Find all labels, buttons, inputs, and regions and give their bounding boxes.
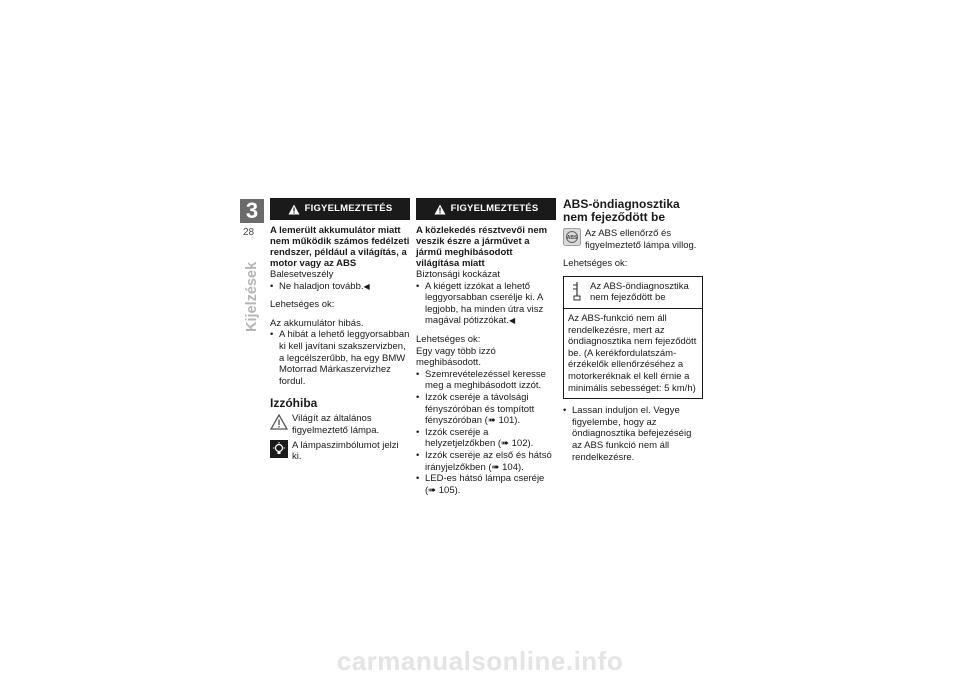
warning-title: A lemerült akkumulátor miatt nem működik számos fedélzeti rendszer, például a világítás, a motor vagy az ABS: [270, 225, 410, 269]
risk-text: Balesetveszély: [270, 269, 334, 280]
icon-row: [563, 228, 703, 251]
icon-text: Az ABS ellenőrző és figyelmeztető lámpa villog.: [585, 228, 697, 251]
list-item: • Szemrevételezéssel keresse meg a meghibásodott izzót.: [416, 369, 556, 392]
cause-text: Az akkumulátor hibás.: [270, 317, 364, 329]
column-2: [416, 198, 556, 496]
section-title: ABS-öndiagnosztika nem fejeződött be: [563, 197, 680, 224]
possible-cause-label: Lehetséges ok:: [270, 299, 335, 311]
instruction-list: [563, 405, 703, 463]
list-item: • A hibát a lehető leggyorsabban ki kell javítani szakszervizben, a legcélszerűbb, ha egy BMW Motorrad Márkaszervizhez fordul.: [270, 329, 410, 387]
icon-text: A lámpaszimbólumot jelzi ki.: [292, 439, 399, 463]
column-1: [270, 198, 410, 463]
warning-bar: [416, 198, 556, 220]
list-item: • Izzók cseréje az első és hátsó irányjelzőkben (➠ 104).: [416, 450, 556, 473]
info-box: [563, 276, 703, 399]
section-title: Izzóhiba: [270, 396, 318, 411]
warning-bar: [270, 198, 410, 220]
info-icon: [570, 281, 584, 301]
chapter-title: Kijelzések: [244, 261, 260, 332]
warning-label: FIGYELMEZTETÉS: [304, 203, 393, 215]
instruction-list: [270, 329, 410, 387]
info-box-text: Az ABS-funkció nem áll rendelkezésre, mert az öndiagnosztika nem fejeződött be. (A kerékfordulatszám-érzékelők ellenőrzéséhez a motorkeréknak el kell érnie a minimális sebességet: 5 km/h): [568, 312, 697, 394]
info-box-title: Az ABS-öndiagnosztika nem fejeződött be: [590, 280, 689, 304]
list-item: • Ne haladjon tovább.◀: [270, 281, 410, 293]
list-item: • Lassan induljon el. Vegye figyelembe, hogy az öndiagnosztika befejezéséig az ABS funkció nem áll rendelkezésre.: [563, 405, 703, 463]
list-item: • Izzók cseréje a távolsági fényszóróban és tompított fényszóróban (➠ 101).: [416, 392, 556, 427]
possible-cause-label: Lehetséges ok:: [563, 258, 628, 270]
instruction-list: [416, 281, 556, 327]
warning-triangle-icon: [288, 204, 300, 215]
page-number: 28: [243, 227, 255, 238]
icon-row: [270, 440, 410, 463]
chapter-number-box: 3: [240, 199, 264, 223]
watermark: carmanualsonline.info: [336, 646, 624, 676]
instruction-list: [416, 369, 556, 497]
list-item: • A kiégett izzókat a lehető leggyorsabban cserélje ki. A legjobb, ha minden útra visz magával pótizzókat.◀: [416, 281, 556, 327]
warning-label: FIGYELMEZTETÉS: [450, 203, 539, 215]
warning-triangle-icon: [434, 204, 446, 215]
icon-row: [270, 413, 410, 436]
possible-cause-label: Lehetséges ok:: [416, 333, 481, 345]
svg-text:ABS: ABS: [566, 235, 578, 241]
column-3: [563, 198, 703, 463]
bulb-failure-icon: [271, 441, 287, 457]
icon-text: Világít az általános figyelmeztető lámpa.: [292, 413, 380, 436]
risk-text: Biztonsági kockázat: [416, 269, 500, 280]
list-item: • Izzók cseréje a helyzetjelzőkben (➠ 102).: [416, 427, 556, 450]
list-item: • LED-es hátsó lámpa cseréje (➠ 105).: [416, 473, 556, 496]
warning-triangle-icon: [270, 414, 288, 430]
abs-icon: [563, 228, 581, 246]
cause-text: Egy vagy több izzó meghibásodott.: [416, 345, 496, 369]
instruction-list: [270, 281, 410, 293]
warning-title: A közlekedés résztvevői nem veszik észre a járművet a jármű meghibásodott világítása miatt: [416, 225, 548, 269]
